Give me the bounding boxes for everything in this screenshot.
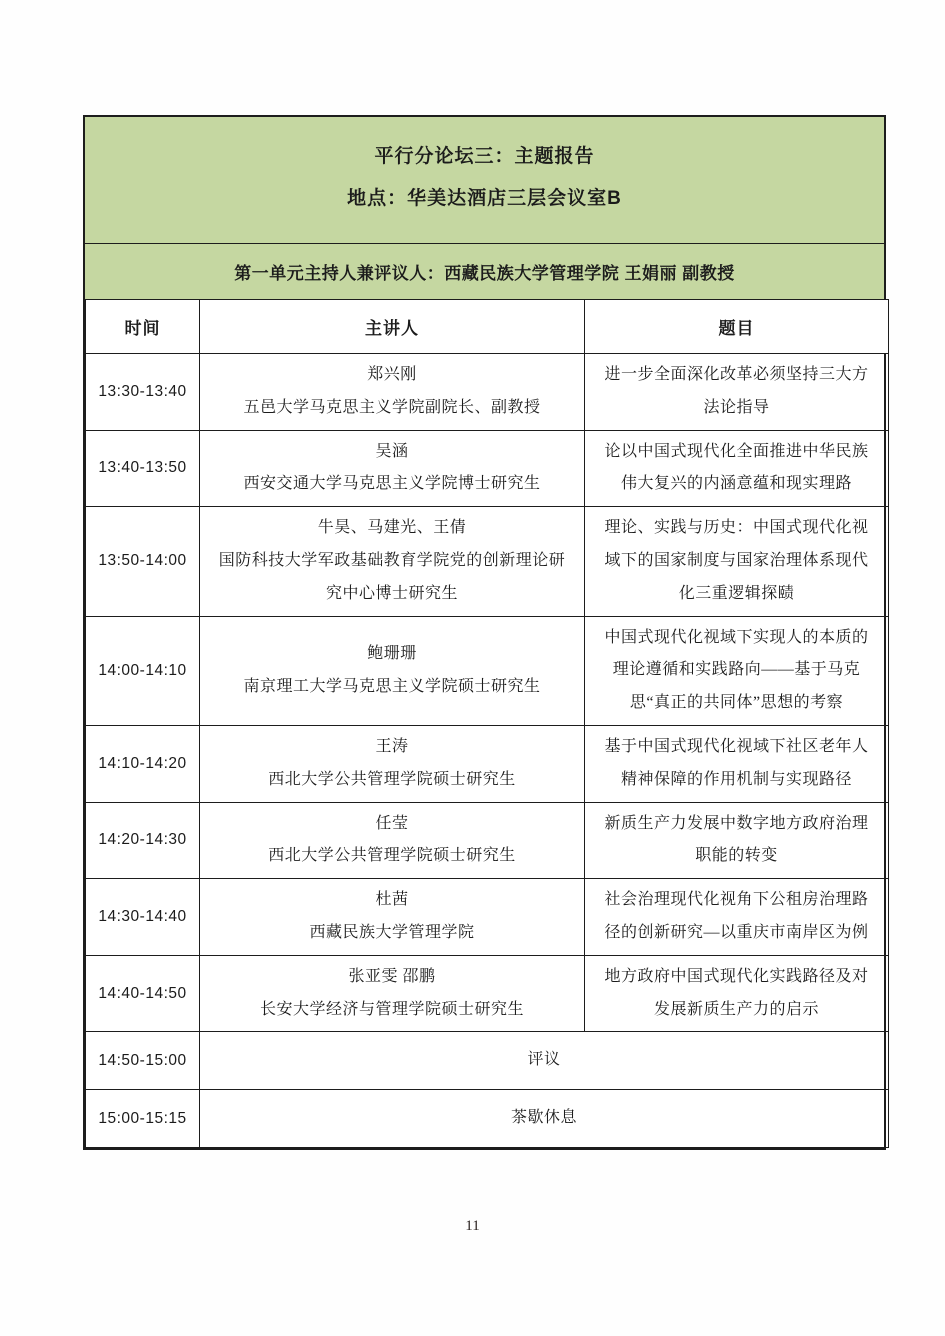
unit-moderator-banner: 第一单元主持人兼评议人：西藏民族大学管理学院 王娟丽 副教授 <box>85 244 884 299</box>
speaker-affiliation: 国防科技大学军政基础教育学院党的创新理论研究中心博士研究生 <box>218 551 566 602</box>
forum-title-block <box>85 117 884 244</box>
table-row <box>86 725 889 802</box>
table-row <box>86 430 889 507</box>
speaker-affiliation: 西安交通大学马克思主义学院博士研究生 <box>243 475 541 493</box>
topic-cell: 地方政府中国式现代化实践路径及对发展新质生产力的启示 <box>585 955 889 1032</box>
table-row <box>86 955 889 1032</box>
topic-cell: 基于中国式现代化视域下社区老年人精神保障的作用机制与实现路径 <box>585 725 889 802</box>
speaker-name: 牛昊、马建光、王倩 <box>317 519 467 537</box>
speaker-cell <box>200 879 585 956</box>
forum-title: 平行分论坛三：主题报告 <box>374 146 595 167</box>
schedule-grid <box>85 299 889 1148</box>
time-cell: 14:40-14:50 <box>86 955 200 1032</box>
time-cell: 14:20-14:30 <box>86 802 200 879</box>
speaker-affiliation: 五邑大学马克思主义学院副院长、副教授 <box>243 398 541 416</box>
speaker-affiliation: 南京理工大学马克思主义学院硕士研究生 <box>243 677 541 695</box>
table-row-discussion <box>86 1032 889 1090</box>
speaker-cell <box>200 354 585 431</box>
speaker-affiliation: 西北大学公共管理学院硕士研究生 <box>268 770 516 788</box>
column-header-topic: 题目 <box>585 300 889 354</box>
speaker-name: 杜茜 <box>375 891 409 909</box>
discussion-cell: 评议 <box>200 1032 889 1090</box>
speaker-name: 鲍珊珊 <box>367 644 417 662</box>
speaker-cell <box>200 725 585 802</box>
time-cell: 14:00-14:10 <box>86 616 200 725</box>
speaker-affiliation: 西北大学公共管理学院硕士研究生 <box>268 847 516 865</box>
topic-cell: 理论、实践与历史：中国式现代化视域下的国家制度与国家治理体系现代化三重逻辑探赜 <box>585 507 889 616</box>
time-cell: 14:30-14:40 <box>86 879 200 956</box>
forum-schedule-table <box>83 115 886 1150</box>
time-cell: 14:10-14:20 <box>86 725 200 802</box>
speaker-name: 张亚雯 邵鹏 <box>348 967 436 985</box>
table-row <box>86 616 889 725</box>
column-header-speaker: 主讲人 <box>200 300 585 354</box>
speaker-affiliation: 长安大学经济与管理学院硕士研究生 <box>259 1000 524 1018</box>
topic-cell: 论以中国式现代化全面推进中华民族伟大复兴的内涵意蕴和现实理路 <box>585 430 889 507</box>
speaker-cell <box>200 507 585 616</box>
header-row <box>86 300 889 354</box>
table-row <box>86 802 889 879</box>
speaker-affiliation: 西藏民族大学管理学院 <box>309 923 475 941</box>
topic-cell: 社会治理现代化视角下公租房治理路径的创新研究—以重庆市南岸区为例 <box>585 879 889 956</box>
table-row <box>86 354 889 431</box>
forum-location: 地点：华美达酒店三层会议室B <box>347 187 622 209</box>
time-cell: 13:40-13:50 <box>86 430 200 507</box>
topic-cell: 中国式现代化视域下实现人的本质的理论遵循和实践路向——基于马克思“真正的共同体”思想的考察 <box>585 616 889 725</box>
speaker-name: 王涛 <box>375 737 409 755</box>
topic-cell: 进一步全面深化改革必须坚持三大方法论指导 <box>585 354 889 431</box>
table-row <box>86 507 889 616</box>
tea-break-cell: 茶歇休息 <box>200 1090 889 1148</box>
speaker-name: 任莹 <box>375 814 409 832</box>
time-cell: 13:30-13:40 <box>86 354 200 431</box>
column-header-time: 时间 <box>86 300 200 354</box>
time-cell: 14:50-15:00 <box>86 1032 200 1090</box>
table-row-break <box>86 1090 889 1148</box>
speaker-cell <box>200 430 585 507</box>
page-number: 11 <box>465 1218 480 1234</box>
topic-cell: 新质生产力发展中数字地方政府治理职能的转变 <box>585 802 889 879</box>
speaker-cell <box>200 955 585 1032</box>
table-row <box>86 879 889 956</box>
speaker-cell <box>200 802 585 879</box>
speaker-cell <box>200 616 585 725</box>
speaker-name: 郑兴刚 <box>367 366 417 383</box>
time-cell: 15:00-15:15 <box>86 1090 200 1148</box>
time-cell: 13:50-14:00 <box>86 507 200 616</box>
speaker-name: 吴涵 <box>375 442 409 460</box>
